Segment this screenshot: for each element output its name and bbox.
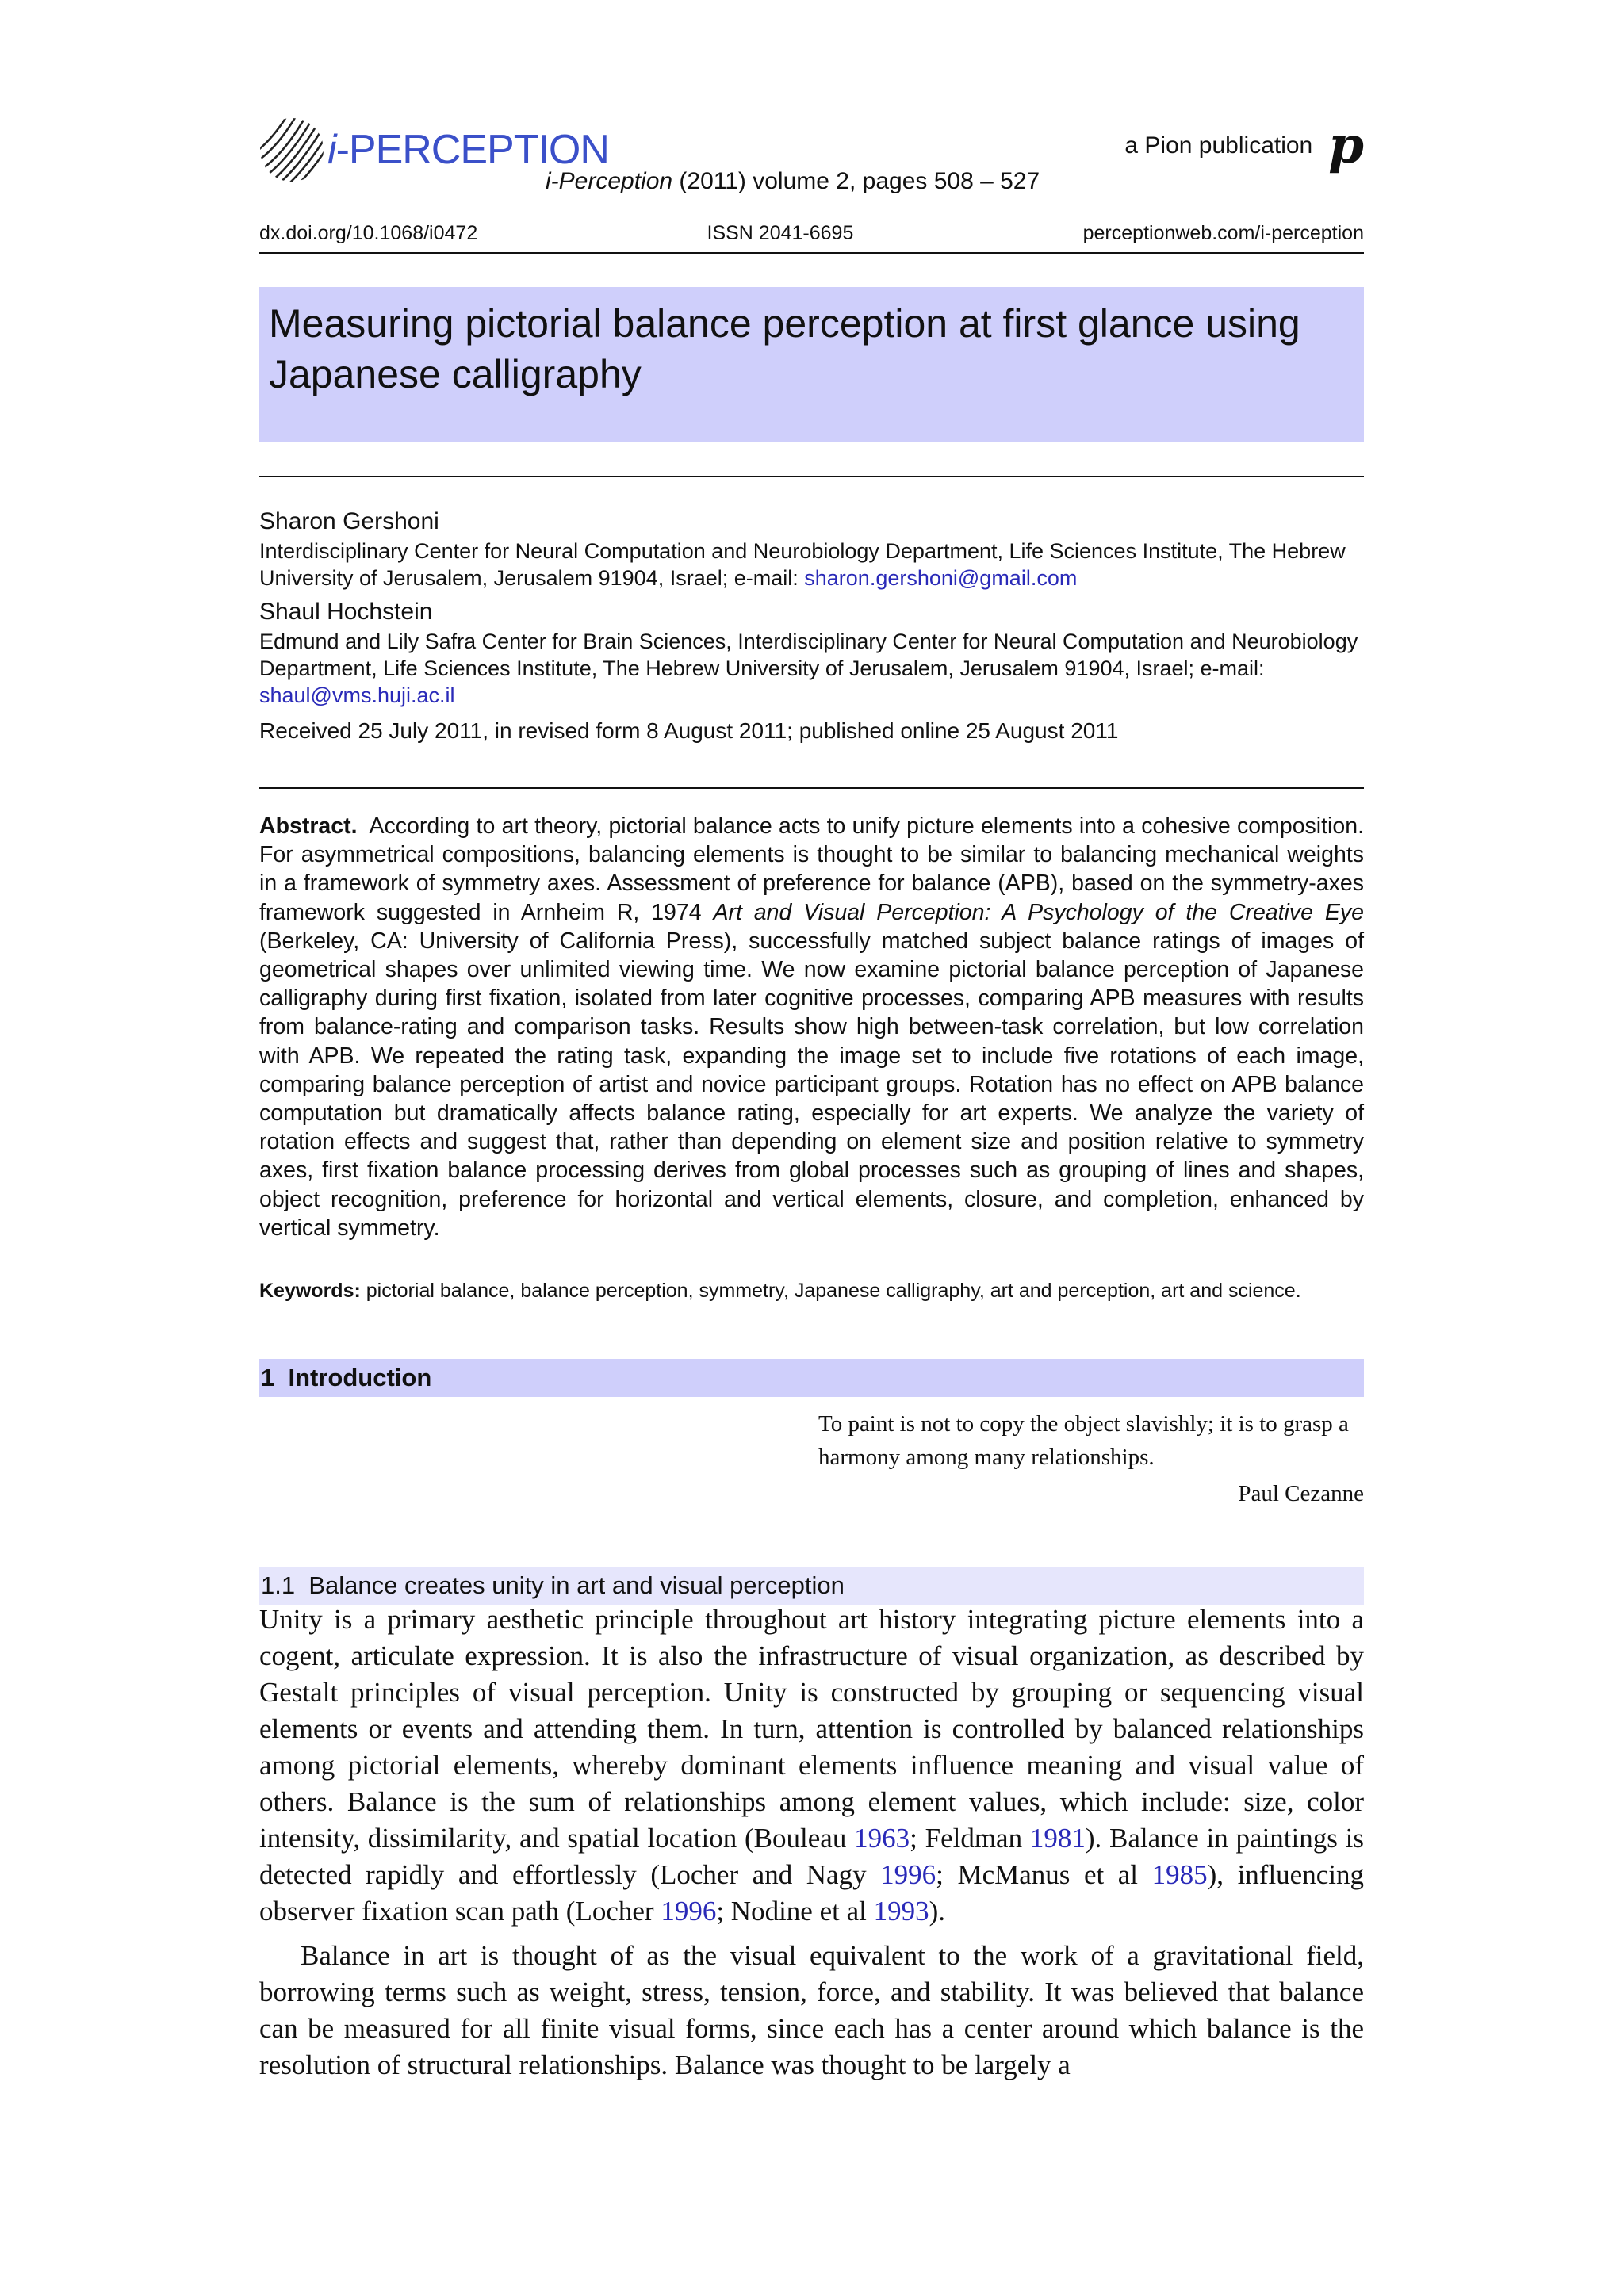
author-email-link[interactable]: sharon.gershoni@gmail.com bbox=[804, 566, 1078, 590]
title-box bbox=[259, 287, 1364, 442]
subsection-heading: 1.1 Balance creates unity in art and visual perception bbox=[259, 1567, 1364, 1605]
doi-link[interactable]: dx.doi.org/10.1068/i0472 bbox=[259, 222, 478, 244]
author-affiliation: Interdisciplinary Center for Neural Computation and Neurobiology Department, Life Sciences Institute, The Hebrew University of Jerusalem, Jerusalem 91904, Israel; e-mail: sharon.gershoni@gmail.com bbox=[259, 539, 1346, 590]
masthead bbox=[259, 0, 1364, 262]
citation-link[interactable]: 1963 bbox=[854, 1823, 910, 1854]
authors-block bbox=[259, 506, 1364, 745]
epigraph bbox=[818, 1407, 1364, 1510]
citation-link[interactable]: 1996 bbox=[880, 1859, 936, 1890]
epigraph-quote: To paint is not to copy the object slavishly; it is to grasp a harmony among many relationships. bbox=[818, 1411, 1349, 1470]
paragraph: Balance in art is thought of as the visual equivalent to the work of a gravitational field, borrowing terms such as weight, stress, tension, force, and stability. It was believed that balance can be measured for all finite visual forms, since each has a center around which balance is the resolution of structural relationships. Balance was thought to be largely a bbox=[259, 1940, 1364, 2080]
divider bbox=[259, 476, 1364, 477]
citation-link[interactable]: 1996 bbox=[661, 1896, 717, 1927]
author-affiliation: Edmund and Lily Safra Center for Brain Sciences, Interdisciplinary Center for Neural Computation and Neurobiology Department, Life Sciences Institute, The Hebrew University of Jerusalem, Jerusalem 91904, Israel; e-mail: shaul@vms.huji.ac.il bbox=[259, 629, 1358, 707]
paper-page bbox=[259, 0, 1364, 2080]
paragraph: Unity is a primary aesthetic principle throughout art history integrating picture elements into a cogent, articulate expression. It is also the infrastructure of visual organization, as described by Gestalt principles of visual perception. Unity is constructed by grouping or sequencing visual elements or events and attending them. In turn, attention is controlled by balanced relationships among pictorial elements, whereby dominant elements influence meaning and visual value of others. Balance is the sum of relationships among element values, which include: size, color intensity, dissimilarity, and spatial location (Bouleau 1963; Feldman 1981). Balance in paintings is detected rapidly and effortlessly (Locher and Nagy 1996; McManus et al 1985), influencing observer fixation scan path (Locher 1996; Nodine et al 1993). bbox=[259, 1604, 1364, 1927]
divider bbox=[259, 787, 1364, 789]
abstract: Abstract. According to art theory, pictorial balance acts to unify picture elements into a cohesive composition. For asymmetrical compositions, balancing elements is thought to be similar to balancing mechanical weights in a framework of symmetry axes. Assessment of preference for balance (APB), based on the symmetry-axes framework suggested in Arnheim R, 1974 Art and Visual Perception: A Psychology of the Creative Eye (Berkeley, CA: University of California Press), successfully matched subject balance ratings of images of geometrical shapes over unlimited viewing time. We now examine pictorial balance perception of Japanese calligraphy during first fixation, isolated from later cognitive processes, comparing APB measures with results from balance-rating and comparison tasks. Results show high between-task correlation, but low correlation with APB. We repeated the rating task, expanding the image set to include five rotations of each image, comparing balance perception of artist and novice participant groups. Rotation has no effect on APB balance computation but dramatically affects balance rating, especially for art experts. We analyze the variety of rotation effects and suggest that, rather than depending on element size and position relative to symmetry axes, first fixation balance processing derives from global processes such as grouping of lines and shapes, object recognition, preference for horizontal and vertical elements, closure, and completion, enhanced by vertical symmetry. bbox=[259, 813, 1364, 1241]
swirl-logo-icon bbox=[259, 117, 324, 182]
book-title: Art and Visual Perception: A Psychology of the Creative Eye bbox=[713, 899, 1364, 925]
publisher-label: a Pion publication bbox=[1124, 132, 1313, 159]
author-name: Shaul Hochstein bbox=[259, 599, 433, 625]
citation: i-Perception (2011) volume 2, pages 508 – 527 bbox=[546, 168, 1040, 194]
keywords: Keywords: pictorial balance, balance perception, symmetry, Japanese calligraphy, art and perception, art and science. bbox=[259, 1280, 1301, 1302]
pion-logo-icon: p bbox=[1328, 116, 1364, 175]
abstract-label: Abstract. bbox=[259, 813, 358, 839]
meta-row bbox=[259, 222, 1364, 245]
section-heading: 1 Introduction bbox=[259, 1359, 1364, 1397]
issn: ISSN 2041-6695 bbox=[707, 222, 854, 244]
citation-link[interactable]: 1993 bbox=[873, 1896, 929, 1927]
website-link[interactable]: perceptionweb.com/i-perception bbox=[1082, 222, 1364, 244]
received-dates: Received 25 July 2011, in revised form 8 August 2011; published online 25 August 2011 bbox=[259, 718, 1119, 743]
author-name: Sharon Gershoni bbox=[259, 508, 439, 534]
epigraph-author: Paul Cezanne bbox=[1238, 1481, 1364, 1506]
logo-wordmark: i-PERCEPTION bbox=[327, 127, 609, 173]
citation-link[interactable]: 1981 bbox=[1029, 1823, 1086, 1854]
header-divider bbox=[259, 252, 1364, 254]
author-email-link[interactable]: shaul@vms.huji.ac.il bbox=[259, 683, 455, 707]
paper-title: Measuring pictorial balance perception at first glance using Japanese calligraphy bbox=[269, 301, 1300, 396]
body-text bbox=[259, 1601, 1364, 2084]
publisher-block bbox=[1124, 116, 1364, 175]
citation-link[interactable]: 1985 bbox=[1151, 1859, 1208, 1890]
